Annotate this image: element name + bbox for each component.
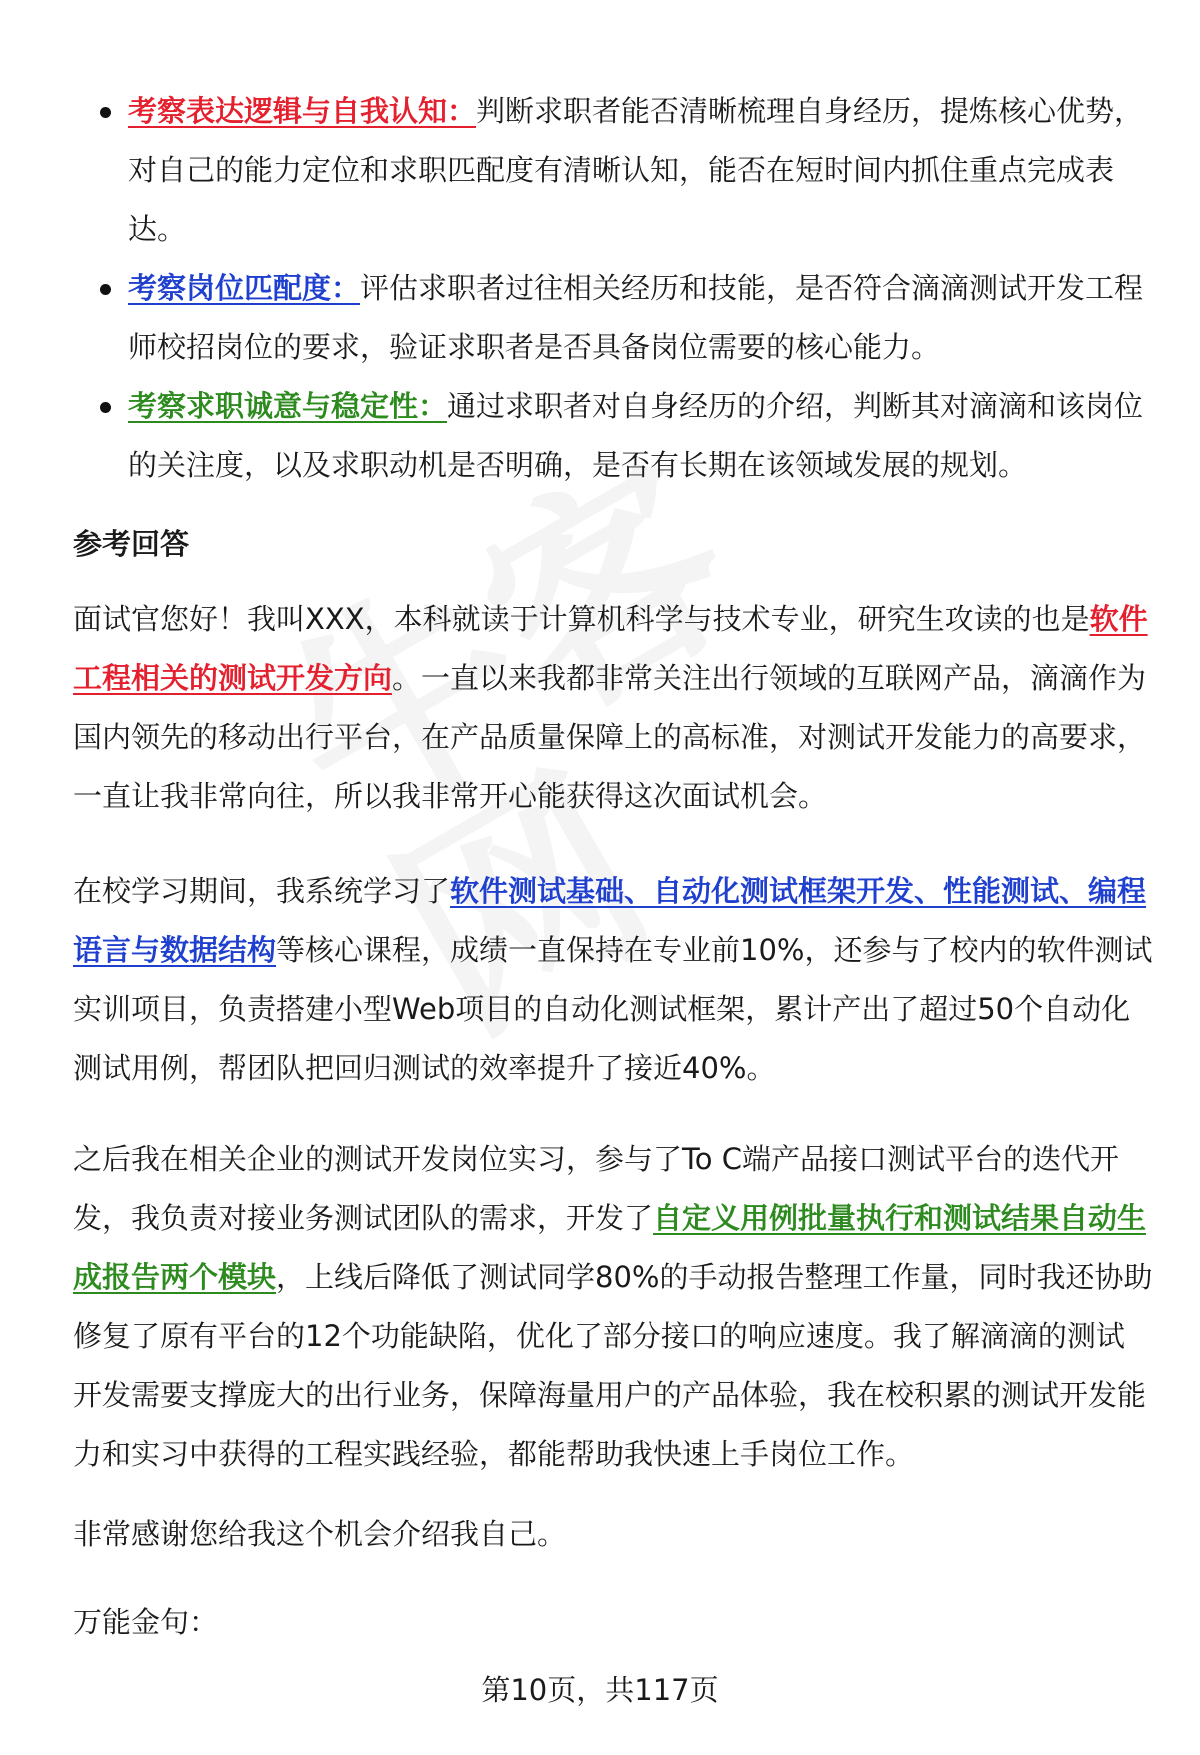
answer-paragraph-internship xyxy=(73,1130,1153,1484)
point-label: 考察求职诚意与稳定性： xyxy=(128,389,448,423)
paragraph-text: 。一直以来我都非常关注出行领域的互联网产品，滴滴作为国内领先的移动出行平台，在产品质量保障上的高标准，对测试开发能力的高要求，一直让我非常向往，所以我非常开心能获得这次面试机会。 xyxy=(73,661,1147,813)
answer-paragraph-intro xyxy=(73,590,1153,826)
list-item xyxy=(96,259,1146,377)
golden-sentence-heading: 万能金句： xyxy=(73,1605,219,1639)
bullet-icon xyxy=(100,402,111,413)
paragraph-text: 在校学习期间，我系统学习了 xyxy=(73,874,451,908)
paragraph-text: 等核心课程，成绩一直保持在专业前10%，还参与了校内的软件测试实训项目，负责搭建小型Web项目的自动化测试框架，累计产出了超过50个自动化测试用例，帮团队把回归测试的效率提升了接近40%。 xyxy=(73,933,1153,1085)
paragraph-text: ，上线后降低了测试同学80%的手动报告整理工作量，同时我还协助修复了原有平台的12个功能缺陷，优化了部分接口的响应速度。我了解滴滴的测试开发需要支撑庞大的出行业务，保障海量用户的产品体验，我在校积累的测试开发能力和实习中获得的工程实践经验，都能帮助我快速上手岗位工作。 xyxy=(73,1260,1153,1471)
point-text: 评估求职者过往相关经历和技能，是否符合滴滴测试开发工程师校招岗位的要求，验证求职者是否具备岗位需要的核心能力。 xyxy=(128,271,1144,364)
paragraph-text: 面试官您好！我叫XXX，本科就读于计算机科学与技术专业，研究生攻读的也是 xyxy=(73,602,1090,636)
list-item xyxy=(96,82,1146,259)
list-item xyxy=(96,377,1146,495)
point-label: 考察表达逻辑与自我认知： xyxy=(128,94,477,128)
paragraph-text: 之后我在相关企业的测试开发岗位实习，参与了To C端产品接口测试平台的迭代开发，我负责对接业务测试团队的需求，开发了 xyxy=(73,1142,1119,1235)
bullet-icon xyxy=(100,107,111,118)
assessment-points-list xyxy=(96,82,1146,495)
answer-paragraph-thanks: 非常感谢您给我这个机会介绍我自己。 xyxy=(73,1517,567,1551)
point-text: 通过求职者对自身经历的介绍，判断其对滴滴和该岗位的关注度，以及求职动机是否明确，是否有长期在该领域发展的规划。 xyxy=(128,389,1144,482)
highlight-text: 软件测试基础、自动化测试框架开发、性能测试、编程语言与数据结构 xyxy=(73,874,1147,967)
page-number: 第10页，共117页 xyxy=(481,1673,719,1707)
point-label: 考察岗位匹配度： xyxy=(128,271,361,305)
answer-paragraph-study xyxy=(73,862,1153,1098)
point-text: 判断求职者能否清晰梳理自身经历，提炼核心优势，对自己的能力定位和求职匹配度有清晰认知，能否在短时间内抓住重点完成表达。 xyxy=(128,94,1144,246)
highlight-text: 自定义用例批量执行和测试结果自动生成报告两个模块 xyxy=(73,1201,1147,1294)
highlight-text: 软件工程相关的测试开发方向 xyxy=(73,602,1148,695)
bullet-icon xyxy=(100,284,111,295)
section-title: 参考回答 xyxy=(73,527,190,561)
